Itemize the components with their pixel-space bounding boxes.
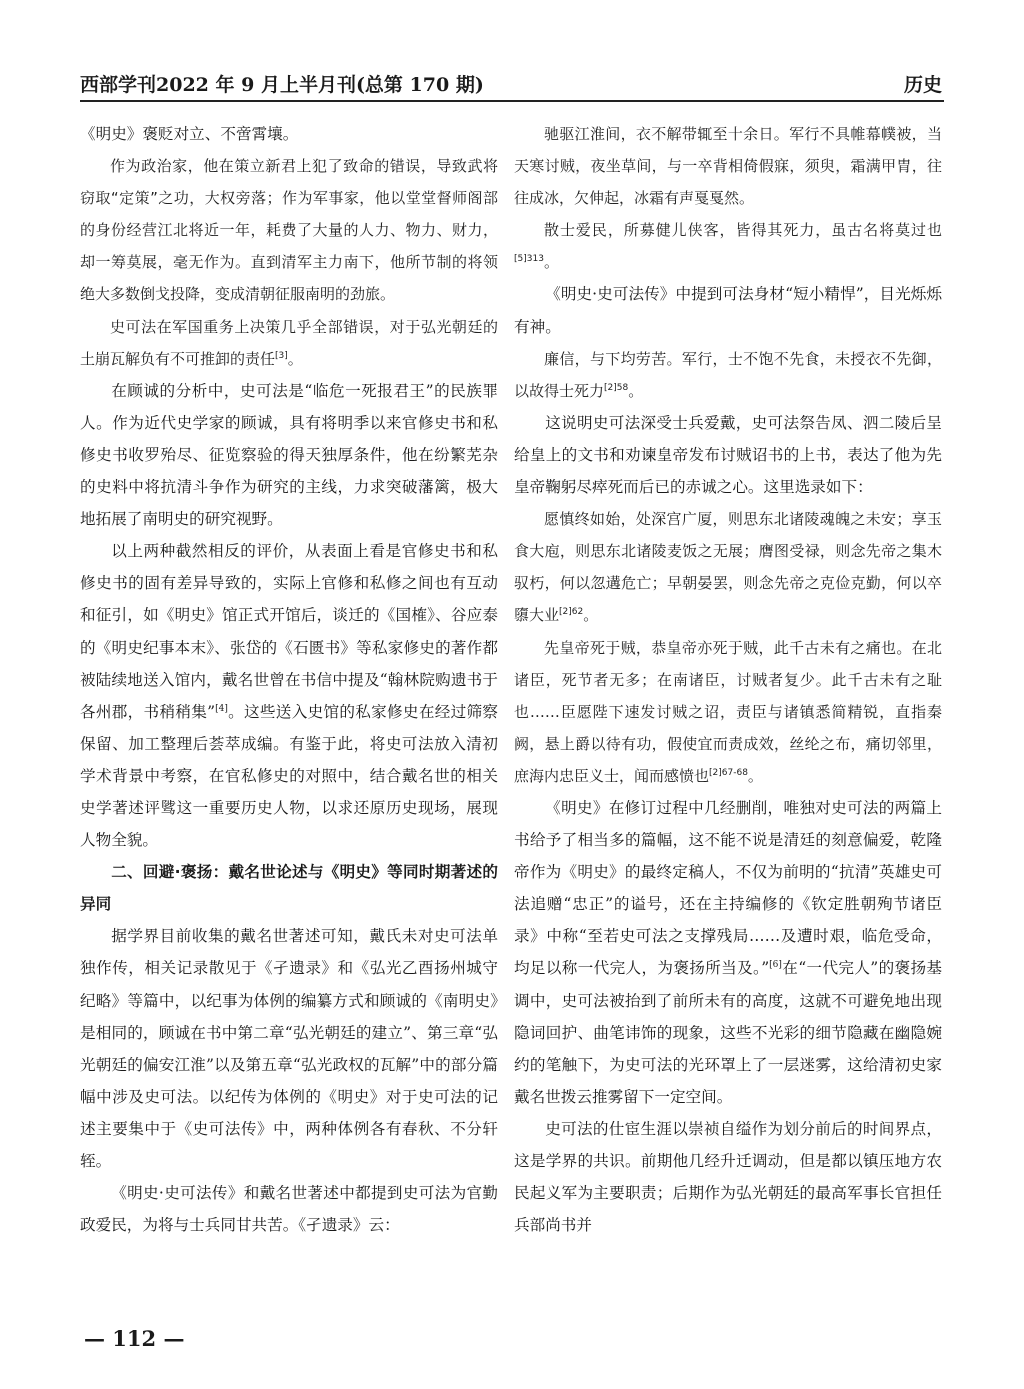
section-label: 历史	[903, 74, 942, 96]
paragraph-text-tail: 。	[628, 381, 644, 400]
paragraph	[80, 535, 498, 856]
paragraph-text: 在顾诚的分析中，史可法是“临危一死报君王”的民族罪人。作为近代史学家的顾诚，具有将明季以来官修史书和私修史书收罗殆尽、征览察验的得天独厚条件，他在纷繁芜杂的史料中将抗清斗争作为研究的主线，力求突破藩篱，极大地拓展了南明史的研究视野。	[80, 381, 498, 529]
paragraph-text: 史可法在军国重务上决策几乎全部错误，对于弘光朝廷的土崩瓦解负有不可推卸的责任	[80, 317, 498, 368]
paragraph-text: 愿慎终如始，处深宫广厦，则思东北诸陵魂魄之未安；享玉食大庖，则思东北诸陵麦饭之无展；膺图受禄，则念先帝之集木驭朽，何以忽遘危亡；早朝晏罢，则念先帝之克俭克勤，何以卒隳大业	[514, 510, 942, 625]
paragraph-text-tail: 。	[747, 766, 763, 785]
block-quote	[514, 343, 942, 407]
paragraph-text: 史可法的仕宦生涯以崇祯自缢作为划分前后的时间界点，这是学界的共识。前期他几经升迁调动，但是都以镇压地方农民起义军为主要职责；后期作为弘光朝廷的最高军事长官担任兵部尚书并	[514, 1119, 942, 1235]
running-header	[80, 66, 944, 102]
paragraph-text: 散士爱民，所募健儿侠客，皆得其死力，虽古名将莫过也	[544, 221, 942, 240]
paragraph-text: 据学界目前收集的戴名世著述可知，戴氏未对史可法单独作传，相关记录散见于《孑遗录》和《弘光乙酉扬州城守纪略》等篇中，以纪事为体例的编纂方式和顾诚的《南明史》是相同的，顾诚在书中第二章“弘光朝廷的建立”、第三章“弘光朝廷的偏安江淮”以及第五章“弘光政权的瓦解”中的部分篇幅中涉及史可法。以纪传为体例的《明史》对于史可法的记述主要集中于《史可法传》中，两种体例各有春秋、不分轩轾。	[80, 927, 498, 1170]
paragraph-text: 先皇帝死于贼，恭皇帝亦死于贼，此千古未有之痛也。在北诸臣，死节者无多；在南诸臣，讨贼者复少。此千古未有之耻也……臣愿陛下速发讨贼之诏，责臣与诸镇悉简精锐，直指秦阙，悬上爵以待有功，假使宜而责成效，丝纶之布，痛切邻里，庶海内忠臣义士，闻而感愤也	[514, 638, 942, 785]
paragraph	[80, 1177, 498, 1241]
paragraph-text: 以上两种截然相反的评价，从表面上看是官修史书和私修史书的固有差异导致的，实际上官修和私修之间也有互动和征引，如《明史》馆正式开馆后，谈迁的《国榷》、谷应泰的《明史纪事本末》、张岱的《石匮书》等私家修史的著作都被陆续地送入馆内，戴名世曾在书信中提及“翰林院购遗书于各州郡，书稍稍集”	[80, 542, 498, 721]
paragraph	[514, 278, 942, 342]
paragraph-text: 《明史》在修订过程中几经删削，唯独对史可法的两篇上书给予了相当多的篇幅，这不能不说是清廷的刻意偏爱，乾隆帝作为《明史》的最终定稿人，不仅为前明的“抗清”英雄史可法追赠“忠正”的谥号，还在主持编修的《钦定胜朝殉节诸臣录》中称“至若史可法之支撑残局……及遭时艰，临危受命，均足以称一代完人，为褒扬所当及。”	[514, 798, 942, 978]
block-quote	[514, 118, 942, 214]
paragraph-text-tail: 。	[287, 349, 303, 368]
block-quote	[80, 311, 498, 375]
block-quote	[514, 503, 942, 631]
citation-superscript: [5]313	[514, 254, 544, 265]
left-column	[80, 118, 498, 1241]
citation-superscript: [6]	[769, 960, 782, 971]
paragraph	[514, 407, 942, 503]
paragraph	[80, 375, 498, 535]
citation-superscript: [2]58	[604, 382, 629, 393]
paragraph-text: 《明史》褒贬对立、不啻霄壤。	[80, 125, 299, 143]
paragraph	[514, 1113, 942, 1241]
section-heading	[80, 856, 498, 920]
paragraph-text: 廉信，与下均劳苦。军行，士不饱不先食，未授衣不先御，以故得士死力	[514, 349, 942, 400]
paragraph-text: 这说明史可法深受士兵爱戴，史可法祭告凤、泗二陵后呈给皇上的文书和劝谏皇帝发布讨贼诏书的上书，表达了他为先皇帝鞠躬尽瘁死而后已的赤诚之心。这里选录如下：	[514, 413, 942, 497]
paragraph-text-tail: 。	[543, 253, 559, 272]
paragraph-text-tail: 在“一代完人”的褒扬基调中，史可法被抬到了前所未有的高度，这就不可避免地出现隐词回护、曲笔讳饰的现象，这些不光彩的细节隐藏在幽隐婉约的笔触下，为史可法的光环罩上了一层迷雾，这给清初史家戴名世拨云推雾留下一定空间。	[514, 959, 942, 1106]
citation-superscript: [2]67-68	[709, 767, 748, 778]
paragraph-text: 二、回避·褒扬：戴名世论述与《明史》等同时期著述的异同	[80, 863, 498, 914]
paragraph-text: 驰驱江淮间，衣不解带辄至十余日。军行不具帷幕幞被，当天寒讨贼，夜坐草间，与一卒背相倚假寐，须臾，霜满甲胄，往往成冰，欠伸起，冰霜有声戛戛然。	[514, 125, 942, 208]
paragraph	[514, 792, 942, 1113]
paragraph-text: 作为政治家，他在策立新君上犯了致命的错误，导致武将窃取“定策”之功，大权旁落；作为军事家，他以堂堂督师阁部的身份经营江北将近一年，耗费了大量的人力、物力、财力，却一筹莫展，毫无作为。直到清军主力南下，他所节制的将领绝大多数倒戈投降，变成清朝征服南明的劲旅。	[80, 157, 498, 304]
paragraph-text: 《明史·史可法传》中提到可法身材“短小精悍”，目光烁烁有神。	[514, 285, 942, 336]
paragraph-text-tail: 。	[583, 606, 599, 625]
block-quote	[514, 632, 942, 792]
journal-title: 西部学刊2022 年 9 月上半月刊(总第 170 期)	[80, 74, 484, 96]
block-quote	[80, 150, 498, 310]
citation-superscript: [2]62	[559, 607, 584, 618]
right-column	[514, 118, 942, 1241]
block-quote	[514, 214, 942, 278]
page-number: — 112 —	[84, 1326, 185, 1351]
citation-superscript: [3]	[275, 350, 288, 361]
citation-superscript: [4]	[215, 703, 228, 714]
paragraph	[80, 920, 498, 1177]
paragraph	[80, 118, 498, 150]
paragraph-text-tail: 。这些送入史馆的私家修史在经过筛察保留、加工整理后荟萃成编。有鉴于此，将史可法放入清初学术背景中考察，在官私修史的对照中，结合戴名世的相关史学著述评骘这一重要历史人物，以求还原历史现场，展现人物全貌。	[80, 702, 498, 850]
paragraph-text: 《明史·史可法传》和戴名世著述中都提到史可法为官勤政爱民，为将与士兵同甘共苦。《孑遗录》云：	[80, 1184, 498, 1235]
